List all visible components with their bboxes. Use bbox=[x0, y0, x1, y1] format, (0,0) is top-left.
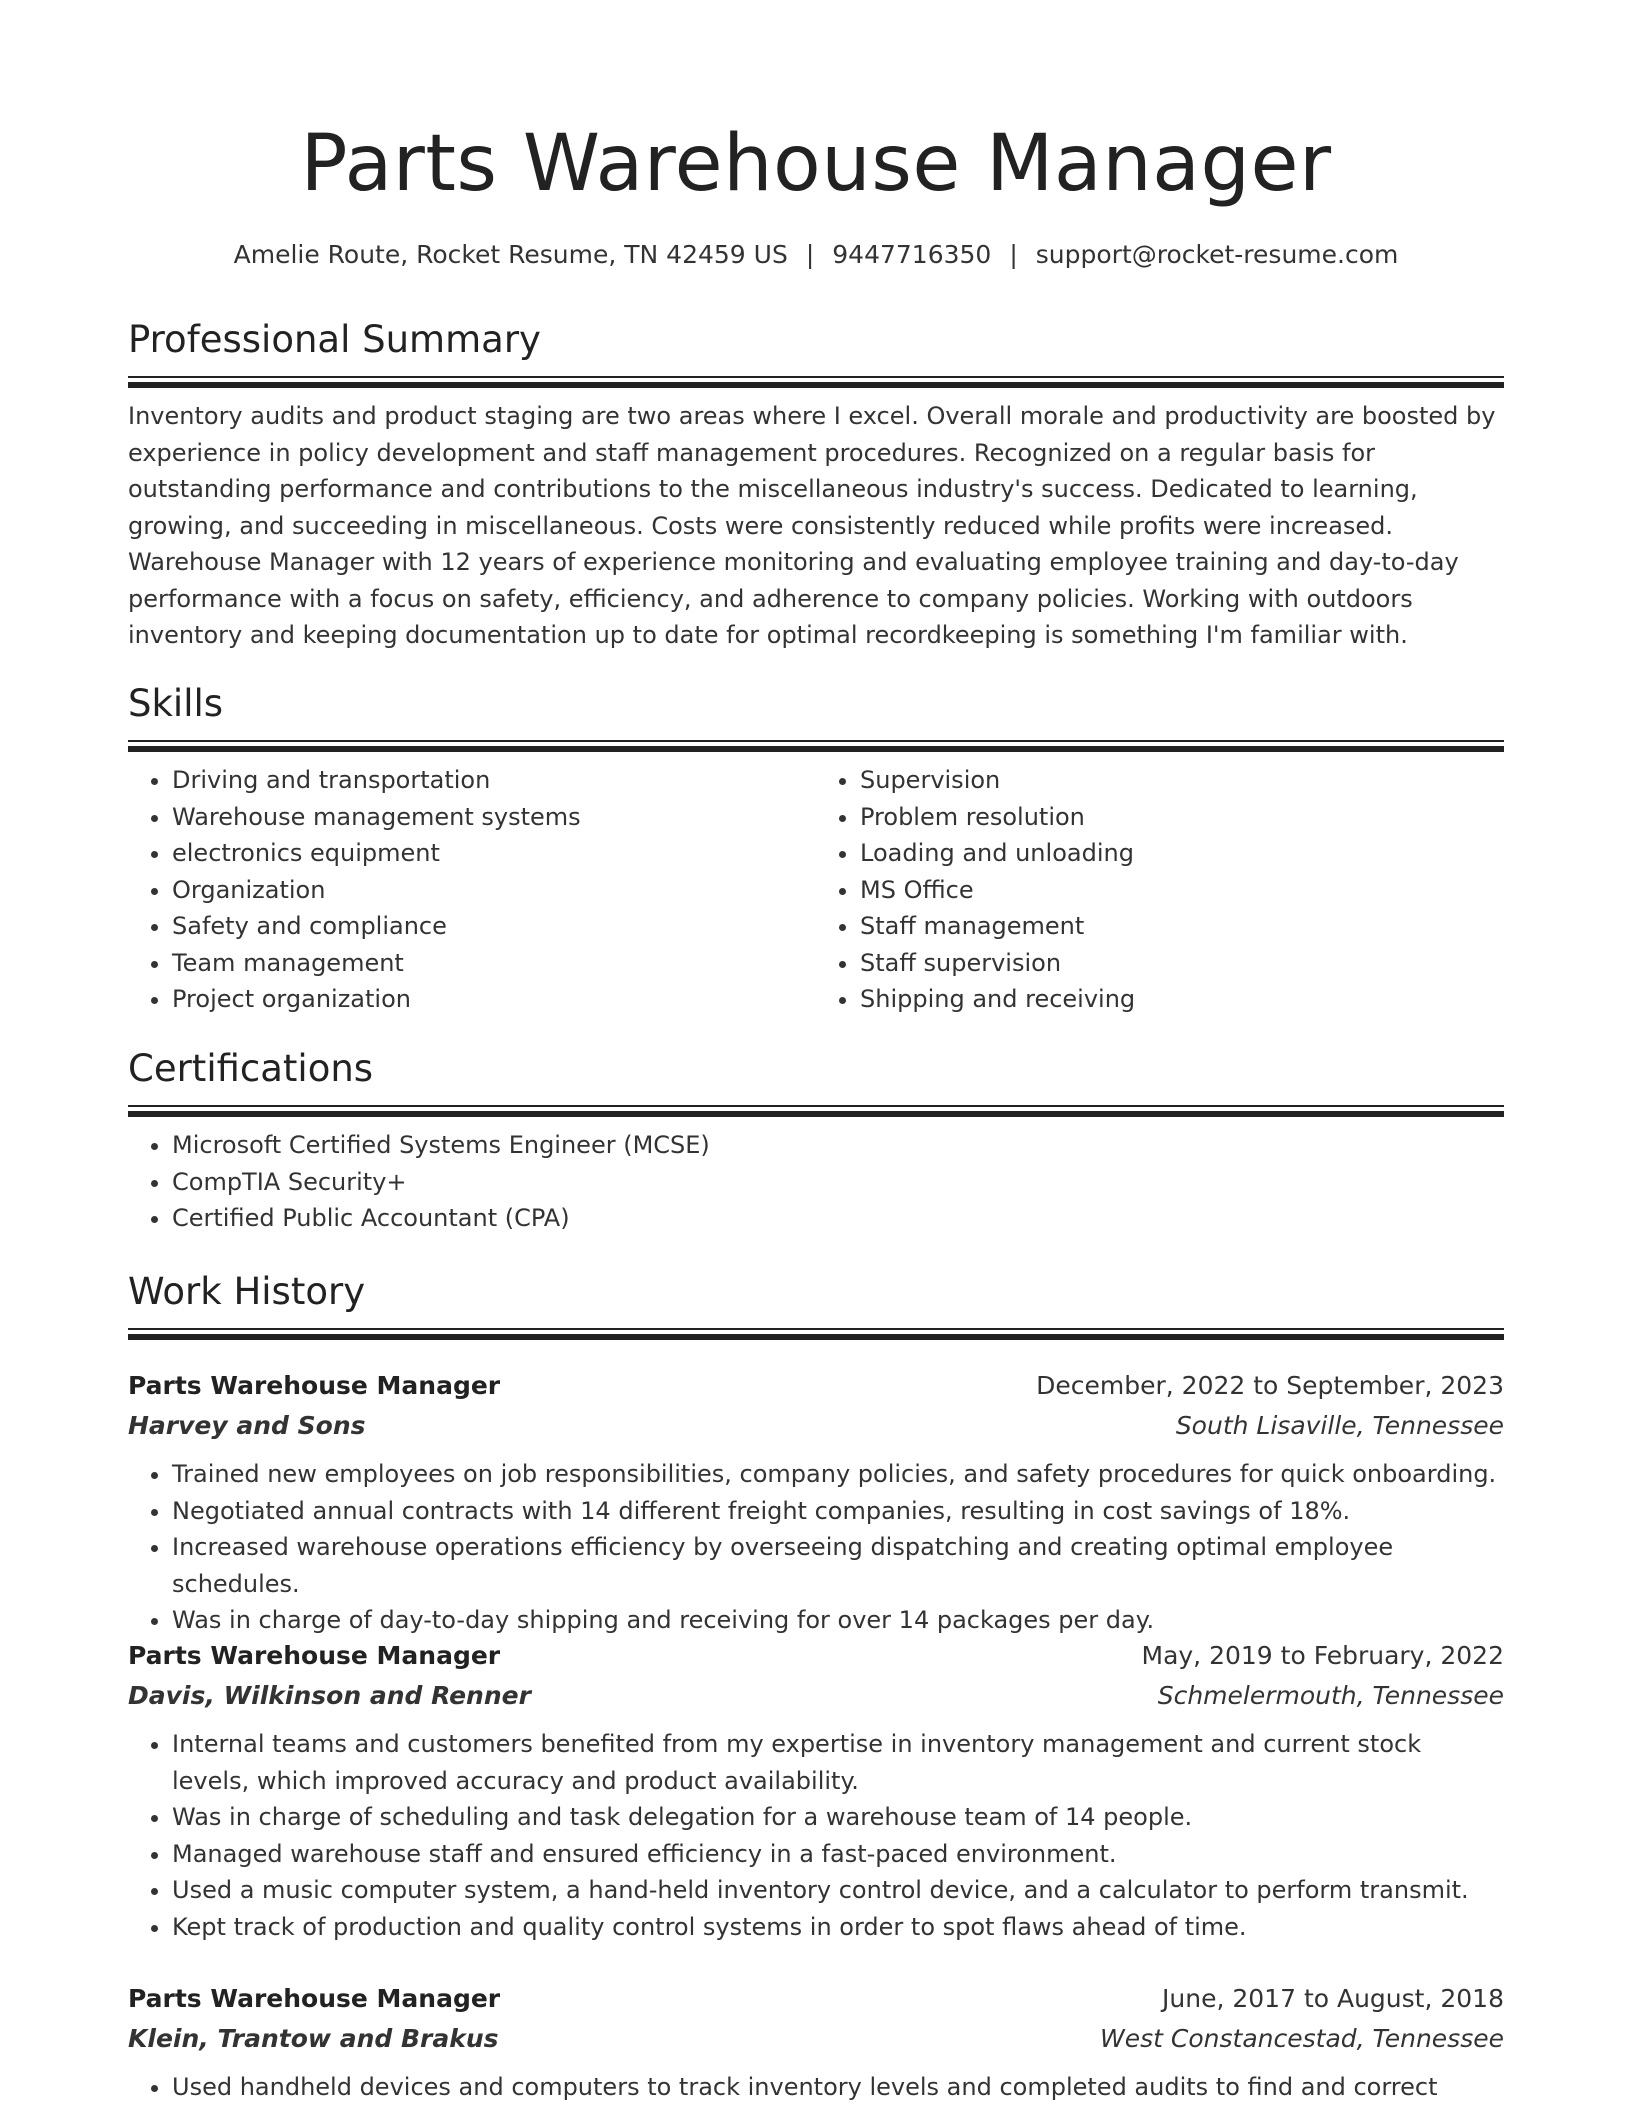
summary-heading: Professional Summary bbox=[128, 318, 541, 361]
job-dates: December, 2022 to September, 2023 bbox=[1036, 1371, 1504, 1400]
job-bullets bbox=[128, 2069, 1504, 2106]
skill-item: • Shipping and receiving bbox=[860, 981, 1504, 1018]
job-title: Parts Warehouse Manager bbox=[128, 1641, 501, 1670]
skill-item: • Team management bbox=[172, 945, 816, 982]
certifications-heading: Certifications bbox=[128, 1047, 374, 1090]
skills-list-left bbox=[128, 762, 816, 1018]
job-company: Davis, Wilkinson and Renner bbox=[128, 1681, 531, 1710]
job-entry bbox=[128, 1979, 1504, 2106]
skills-section bbox=[128, 682, 1504, 1018]
job-dates: June, 2017 to August, 2018 bbox=[1162, 1984, 1504, 2013]
job-title: Parts Warehouse Manager bbox=[128, 1984, 501, 2013]
job-entry bbox=[128, 1636, 1504, 1945]
section-divider bbox=[128, 1105, 1504, 1117]
job-header-row bbox=[128, 1636, 1504, 1676]
contact-email: support@rocket-resume.com bbox=[1035, 240, 1399, 269]
job-bullet: • Was in charge of day-to-day shipping and receiving for over 14 packages per day. bbox=[172, 1602, 1504, 1639]
resume-title: Parts Warehouse Manager bbox=[300, 119, 1332, 209]
job-bullet: • Was in charge of scheduling and task delegation for a warehouse team of 14 people. bbox=[172, 1799, 1504, 1836]
certifications-section bbox=[128, 1047, 1504, 1237]
job-location: West Constancestad, Tennessee bbox=[1100, 2024, 1504, 2053]
job-bullets bbox=[128, 1456, 1504, 1639]
skill-item: • Safety and compliance bbox=[172, 908, 816, 945]
job-company-row bbox=[128, 2019, 1504, 2059]
skill-item: • MS Office bbox=[860, 872, 1504, 909]
certifications-list bbox=[128, 1127, 1504, 1237]
certification-item: • Certified Public Accountant (CPA) bbox=[172, 1200, 1504, 1237]
job-bullet: • Managed warehouse staff and ensured efficiency in a fast-paced environment. bbox=[172, 1836, 1504, 1873]
skill-item: • Problem resolution bbox=[860, 799, 1504, 836]
job-company: Harvey and Sons bbox=[128, 1411, 366, 1440]
job-title: Parts Warehouse Manager bbox=[128, 1371, 501, 1400]
section-divider bbox=[128, 1328, 1504, 1340]
job-bullet: • Kept track of production and quality control systems in order to spot flaws ahead of time. bbox=[172, 1909, 1504, 1946]
job-header-row bbox=[128, 1366, 1504, 1406]
job-bullets bbox=[128, 1726, 1504, 1945]
contact-separator: | bbox=[805, 240, 815, 269]
skill-item: • Driving and transportation bbox=[172, 762, 816, 799]
job-location: South Lisaville, Tennessee bbox=[1175, 1411, 1504, 1440]
section-divider bbox=[128, 376, 1504, 388]
job-bullet: • Used a music computer system, a hand-held inventory control device, and a calculator to perform transmit. bbox=[172, 1872, 1504, 1909]
summary-section bbox=[128, 318, 1504, 654]
summary-text: Inventory audits and product staging are two areas where I excel. Overall morale and productivity are boosted by experience in policy development and staff management procedures. Recognized on a regular basis for outstanding performance and contributions to the miscellaneous industry's success. Dedicated to learning, growing, and succeeding in miscellaneous. Costs were consistently reduced while profits were increased. Warehouse Manager with 12 years of experience monitoring and evaluating employee training and day-to-day performance with a focus on safety, efficiency, and adherence to company policies. Working with outdoors inventory and keeping documentation up to date for optimal recordkeeping is something I'm familiar with. bbox=[128, 402, 1496, 649]
work-history-heading: Work History bbox=[128, 1270, 366, 1313]
job-dates: May, 2019 to February, 2022 bbox=[1141, 1641, 1504, 1670]
job-company: Klein, Trantow and Brakus bbox=[128, 2024, 499, 2053]
skills-list-right bbox=[816, 762, 1504, 1018]
job-bullet: • Negotiated annual contracts with 14 different freight companies, resulting in cost savings of 18%. bbox=[172, 1493, 1504, 1530]
skill-item: • Staff management bbox=[860, 908, 1504, 945]
job-header-row bbox=[128, 1979, 1504, 2019]
skill-item: • Warehouse management systems bbox=[172, 799, 816, 836]
skill-item: • Loading and unloading bbox=[860, 835, 1504, 872]
skills-columns bbox=[128, 762, 1504, 1018]
job-company-row bbox=[128, 1406, 1504, 1446]
contact-separator: | bbox=[1009, 240, 1018, 269]
job-bullet: • Used handheld devices and computers to track inventory levels and completed audits to find and correct bbox=[172, 2069, 1504, 2106]
skill-item: • Organization bbox=[172, 872, 816, 909]
skill-item: • Supervision bbox=[860, 762, 1504, 799]
skill-item: • electronics equipment bbox=[172, 835, 816, 872]
job-bullet: • Increased warehouse operations efficiency by overseeing dispatching and creating optimal employee schedules. bbox=[172, 1529, 1504, 1602]
job-bullet: • Trained new employees on job responsibilities, company policies, and safety procedures for quick onboarding. bbox=[172, 1456, 1504, 1493]
work-history-section bbox=[128, 1270, 1504, 1350]
contact-line bbox=[128, 240, 1504, 270]
certification-item: • CompTIA Security+ bbox=[172, 1164, 1504, 1201]
skill-item: • Project organization bbox=[172, 981, 816, 1018]
job-entry bbox=[128, 1366, 1504, 1639]
job-company-row bbox=[128, 1676, 1504, 1716]
section-divider bbox=[128, 740, 1504, 752]
certification-item: • Microsoft Certified Systems Engineer (MCSE) bbox=[172, 1127, 1504, 1164]
skill-item: • Staff supervision bbox=[860, 945, 1504, 982]
job-location: Schmelermouth, Tennessee bbox=[1157, 1681, 1504, 1710]
job-bullet: • Internal teams and customers benefited from my expertise in inventory management and current stock levels, which improved accuracy and product availability. bbox=[172, 1726, 1504, 1799]
contact-address: Amelie Route, Rocket Resume, TN 42459 US bbox=[233, 240, 788, 269]
contact-phone: 9447716350 bbox=[832, 240, 992, 269]
skills-heading: Skills bbox=[128, 682, 224, 725]
